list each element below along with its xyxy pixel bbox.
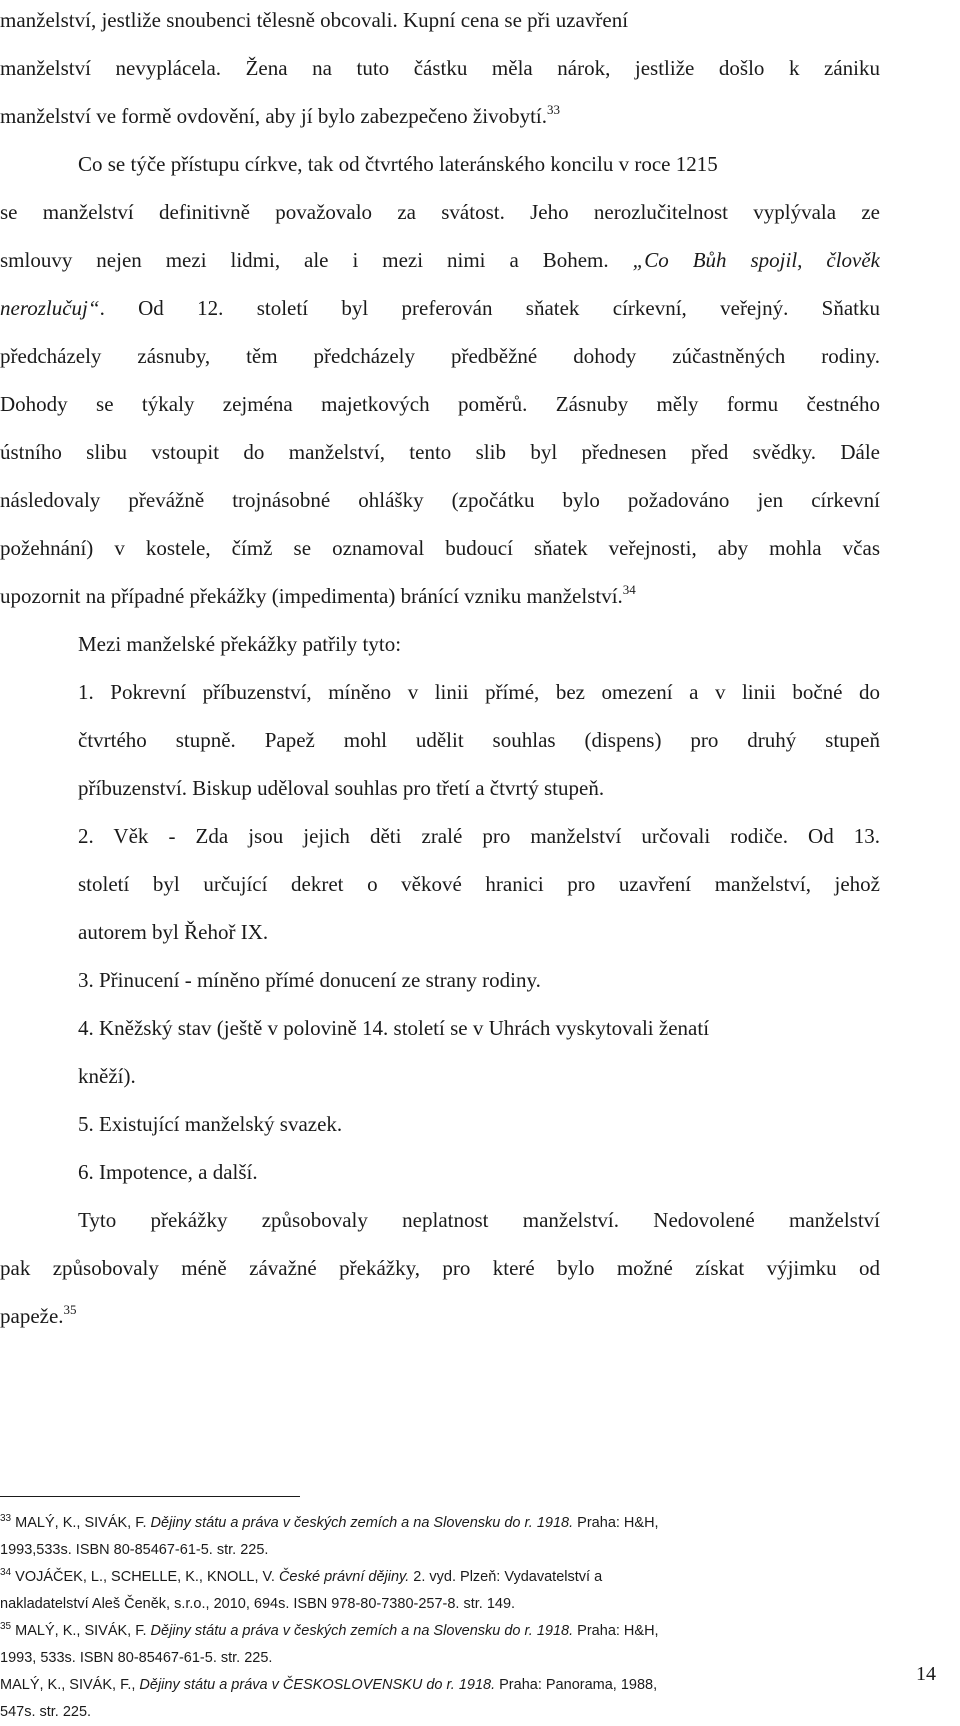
text-span: následovaly převážně trojnásobné ohlášky (zpočátku bylo požadováno jen církevní — [0, 488, 880, 512]
footnote-text: MALÝ, K., SIVÁK, F. — [11, 1515, 151, 1531]
text-line — [0, 1004, 880, 1052]
text-span: manželství nevyplácela. Žena na tuto částku měla nárok, jestliže došlo k zániku — [0, 56, 880, 80]
footnote-title: Dějiny státu a práva v českých zemích a na Slovensku do r. 1918. — [150, 1623, 574, 1639]
text-span: předcházely zásnuby, těm předcházely předběžné dohody zúčastněných rodiny. — [0, 344, 880, 368]
footnote-33 — [0, 1510, 900, 1537]
footnote-text: Praha: Panorama, 1988, — [495, 1677, 658, 1693]
footnote-35 — [0, 1618, 900, 1645]
text-span: ústního slibu vstoupit do manželství, tento slib byl přednesen před svědky. Dále — [0, 440, 880, 464]
text-span: Mezi manželské překážky patřily tyto: — [78, 632, 402, 656]
footnote-text: VOJÁČEK, L., SCHELLE, K., KNOLL, V. — [11, 1569, 279, 1585]
text-span: Dohody se týkaly zejména majetkových poměrů. Zásnuby měly formu čestného — [0, 392, 880, 416]
text-line — [0, 572, 880, 620]
text-line — [0, 620, 880, 668]
text-line — [0, 908, 880, 956]
text-span: . Od 12. století byl preferován sňatek církevní, veřejný. Sňatku — [99, 296, 880, 320]
text-span: papeže. — [0, 1304, 64, 1328]
quote-text: nerozlučuj“ — [0, 296, 100, 320]
footnote-35-extra-cont — [0, 1699, 900, 1726]
text-line — [0, 524, 880, 572]
footnote-33-cont — [0, 1537, 900, 1564]
text-span: 2. Věk - Zda jsou jejich děti zralé pro manželství určovali rodiče. Od 13. — [78, 824, 880, 848]
text-span: pak způsobovaly méně závažné překážky, pro které bylo možné získat výjimku od — [0, 1256, 880, 1280]
text-line — [0, 188, 880, 236]
footnote-35-extra — [0, 1672, 900, 1699]
text-line — [0, 668, 880, 716]
text-line — [0, 44, 880, 92]
text-line — [0, 284, 880, 332]
text-span: 4. Kněžský stav (ještě v polovině 14. století se v Uhrách vyskytovali ženatí — [78, 1016, 710, 1040]
footnote-34-cont — [0, 1591, 900, 1618]
footnote-text: MALÝ, K., SIVÁK, F. — [11, 1623, 151, 1639]
text-span: manželství, jestliže snoubenci tělesně obcovali. Kupní cena se při uzavření — [0, 8, 629, 32]
text-line — [0, 0, 880, 44]
text-span: autorem byl Řehoř IX. — [78, 920, 269, 944]
text-line — [0, 860, 880, 908]
text-line — [0, 956, 880, 1004]
text-span: požehnání) v kostele, čímž se oznamoval budoucí sňatek veřejnosti, aby mohla včas — [0, 536, 880, 560]
footnote-text: MALÝ, K., SIVÁK, F., — [0, 1677, 140, 1693]
text-line — [0, 1244, 880, 1292]
text-span: 3. Přinucení - míněno přímé donucení ze strany rodiny. — [78, 968, 541, 992]
footnote-text: nakladatelství Aleš Čeněk, s.r.o., 2010, 694s. ISBN 978-80-7380-257-8. str. 149. — [0, 1596, 516, 1612]
footnote-number: 34 — [0, 1567, 12, 1578]
text-span: čtvrtého stupně. Papež mohl udělit souhlas (dispens) pro druhý stupeň — [78, 728, 880, 752]
text-line — [0, 812, 880, 860]
footnotes — [0, 1510, 900, 1726]
text-span: příbuzenství. Biskup uděloval souhlas pro třetí a čtvrtý stupeň. — [78, 776, 605, 800]
footnote-ref-34[interactable]: 34 — [622, 582, 636, 597]
text-line — [0, 476, 880, 524]
footnote-ref-35[interactable]: 35 — [63, 1302, 77, 1317]
footnote-title: Dějiny státu a práva v ČESKOSLOVENSKU do r. 1918. — [139, 1677, 496, 1693]
text-line — [0, 1148, 880, 1196]
text-line — [0, 140, 880, 188]
text-span: 1. Pokrevní příbuzenství, míněno v linii přímé, bez omezení a v linii bočné do — [78, 680, 880, 704]
page-number: 14 — [916, 1663, 936, 1685]
text-line — [0, 1100, 880, 1148]
quote-text: „Co Bůh spojil, člověk — [632, 248, 880, 272]
footnote-text: 1993, 533s. ISBN 80-85467-61-5. str. 225. — [0, 1650, 273, 1666]
text-span: upozornit na případné překážky (impedimenta) bránící vzniku manželství. — [0, 584, 623, 608]
footnote-number: 33 — [0, 1513, 12, 1524]
text-span: smlouvy nejen mezi lidmi, ale i mezi nimi a Bohem. — [0, 248, 633, 272]
text-line — [0, 1196, 880, 1244]
text-line — [0, 380, 880, 428]
footnote-separator — [0, 1496, 300, 1497]
text-line — [0, 1292, 880, 1340]
footnote-title: Dějiny státu a práva v českých zemích a na Slovensku do r. 1918. — [150, 1515, 574, 1531]
text-line — [0, 236, 880, 284]
text-span: manželství ve formě ovdovění, aby jí bylo zabezpečeno živobytí. — [0, 104, 547, 128]
text-line — [0, 428, 880, 476]
text-span: 6. Impotence, a další. — [78, 1160, 258, 1184]
footnote-text: 2. vyd. Plzeň: Vydavatelství a — [409, 1569, 603, 1585]
footnote-34 — [0, 1564, 900, 1591]
text-line — [0, 332, 880, 380]
footnote-text: 547s. str. 225. — [0, 1704, 92, 1720]
text-span: Co se týče přístupu církve, tak od čtvrtého lateránského koncilu v roce 1215 — [78, 152, 718, 176]
text-span: století byl určující dekret o věkové hranici pro uzavření manželství, jehož — [78, 872, 880, 896]
text-line — [0, 764, 880, 812]
footnote-35-cont — [0, 1645, 900, 1672]
footnote-number: 35 — [0, 1621, 12, 1632]
footnote-text: Praha: H&H, — [573, 1515, 659, 1531]
footnote-ref-33[interactable]: 33 — [546, 102, 560, 117]
text-line — [0, 1052, 880, 1100]
text-span: se manželství definitivně považovalo za svátost. Jeho nerozlučitelnost vyplývala ze — [0, 200, 880, 224]
text-line — [0, 92, 880, 140]
text-span: Tyto překážky způsobovaly neplatnost manželství. Nedovolené manželství — [78, 1208, 880, 1232]
text-span: kněží). — [78, 1064, 136, 1088]
text-line — [0, 716, 880, 764]
footnote-text: Praha: H&H, — [573, 1623, 659, 1639]
footnote-title: České právní dějiny. — [278, 1569, 410, 1585]
text-span: 5. Existující manželský svazek. — [78, 1112, 343, 1136]
footnote-text: 1993,533s. ISBN 80-85467-61-5. str. 225. — [0, 1542, 269, 1558]
